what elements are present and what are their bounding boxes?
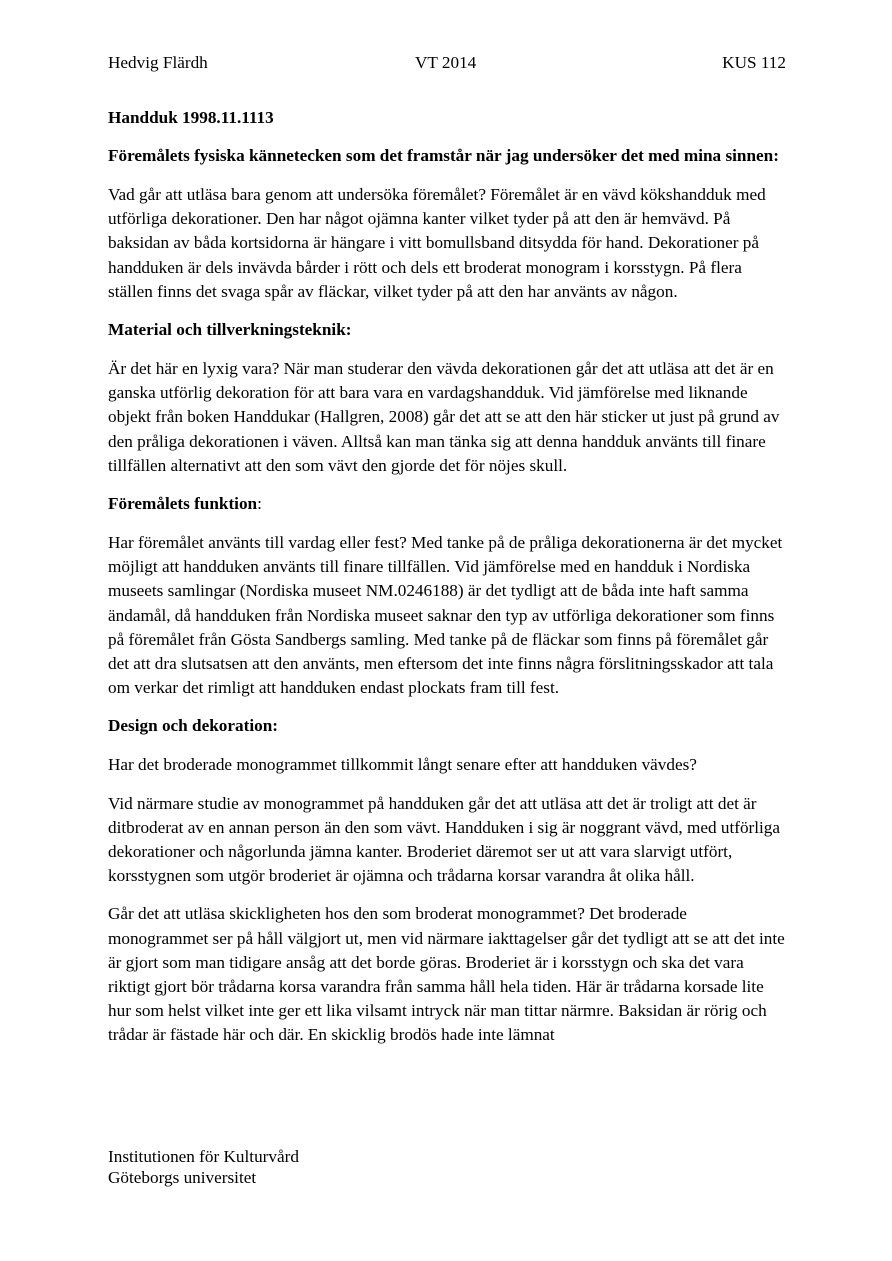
document-title: Handduk 1998.11.1113	[108, 108, 274, 127]
page-footer	[108, 1146, 299, 1188]
header-term: VT 2014	[415, 53, 477, 72]
paragraph: Har föremålet använts till vardag eller fest? Med tanke på de pråliga dekorationerna är det mycket möjligt att handduken använts till finare tillfällen. Vid jämförelse med en handduk i Nordiska museets samlingar (Nordiska museet NM.0246188) är det tydligt att de båda inte haft samma ändamål, då handduken från Nordiska museet saknar den typ av utförliga dekorationer som finns på föremålet från Gösta Sandbergs samling. Med tanke på de fläckar som finns på föremålet går det att dra slutsatsen att den använts, men eftersom det inte finns några förslitningsskador att tala om verkar det rimligt att handduken endast plockats fram till fest.	[108, 533, 783, 698]
paragraph: Vid närmare studie av monogrammet på handduken går det att utläsa att det är troligt att det är ditbroderat av en annan person än den som vävt. Handduken i sig är noggrant vävd, med utförliga dekorationer och någorlunda jämna kanter. Broderiet däremot ser ut att vara slarvigt utfört, korsstygnen som utgör broderiet är ojämna och trådarna korsar varandra åt olika håll.	[108, 793, 781, 886]
section-material-technique	[108, 318, 788, 478]
section-heading-text: Föremålets funktion	[108, 494, 258, 514]
footer-institution: Institutionen för Kulturvård	[108, 1147, 299, 1166]
section-heading-text: Design och dekoration:	[108, 716, 278, 736]
paragraph: Är det här en lyxig vara? När man studerar den vävda dekorationen går det att utläsa att det är en ganska utförlig dekoration för att bara vara en vardagshandduk. Vid jämförelse med liknande objekt från boken Handdukar (Hallgren, 2008) går det att se att den här sticker ut just på grund av den pråliga dekorationen i väven. Alltså kan man tänka sig att denna handduk använts till finare tillfällen alternativt att den som vävt den gjorde det för nöjes skull.	[108, 359, 780, 475]
header-course: KUS 112	[722, 53, 786, 72]
section-heading	[108, 714, 788, 738]
section-heading-text: Föremålets fysiska kännetecken som det framstår när jag undersöker det med mina sinnen:	[108, 146, 779, 165]
section-heading	[108, 318, 788, 342]
document-body	[108, 106, 788, 1062]
paragraph: Har det broderade monogrammet tillkommit långt senare efter att handduken vävdes?	[108, 755, 697, 775]
paragraph: Går det att utläsa skickligheten hos den som broderat monogrammet? Det broderade monogrammet ser på håll välgjort ut, men vid närmare iakttagelser går det tydligt att se att det inte är gjort som man tidigare ansåg att det borde göras. Broderiet är i korsstygn och ska det vara riktigt gjort bör trådarna korsa varandra från samma håll hela tiden. Här är trådarna korsade lite hur som helst vilket inte ger ett lika vilsamt intryck när man tittar närmre. Baksidan är rörig och trådar är fästade här och där. En skicklig brodös hade inte lämnat	[108, 904, 785, 1045]
page-header	[108, 52, 786, 74]
section-heading	[108, 492, 788, 516]
section-physical-characteristics	[108, 144, 788, 304]
section-heading	[108, 144, 788, 168]
section-heading-suffix: :	[257, 494, 262, 514]
paragraph: Vad går att utläsa bara genom att undersöka föremålet? Föremålet är en vävd kökshandduk med utförliga dekorationer. Den har något ojämna kanter vilket tyder på att den är hemvävd. På baksidan av båda kortsidorna är hängare i vitt bomullsband ditsydda för hand. Dekorationer på handduken är dels invävda bårder i rött och dels ett broderat monogram i korsstygn. På flera ställen finns det svaga spår av fläckar, vilket tyder på att den har använts av någon.	[108, 185, 766, 301]
section-heading-text: Material och tillverkningsteknik:	[108, 320, 352, 340]
section-design-decoration	[108, 714, 788, 1047]
section-function	[108, 492, 788, 700]
header-author: Hedvig Flärdh	[108, 53, 208, 72]
footer-university: Göteborgs universitet	[108, 1168, 257, 1187]
